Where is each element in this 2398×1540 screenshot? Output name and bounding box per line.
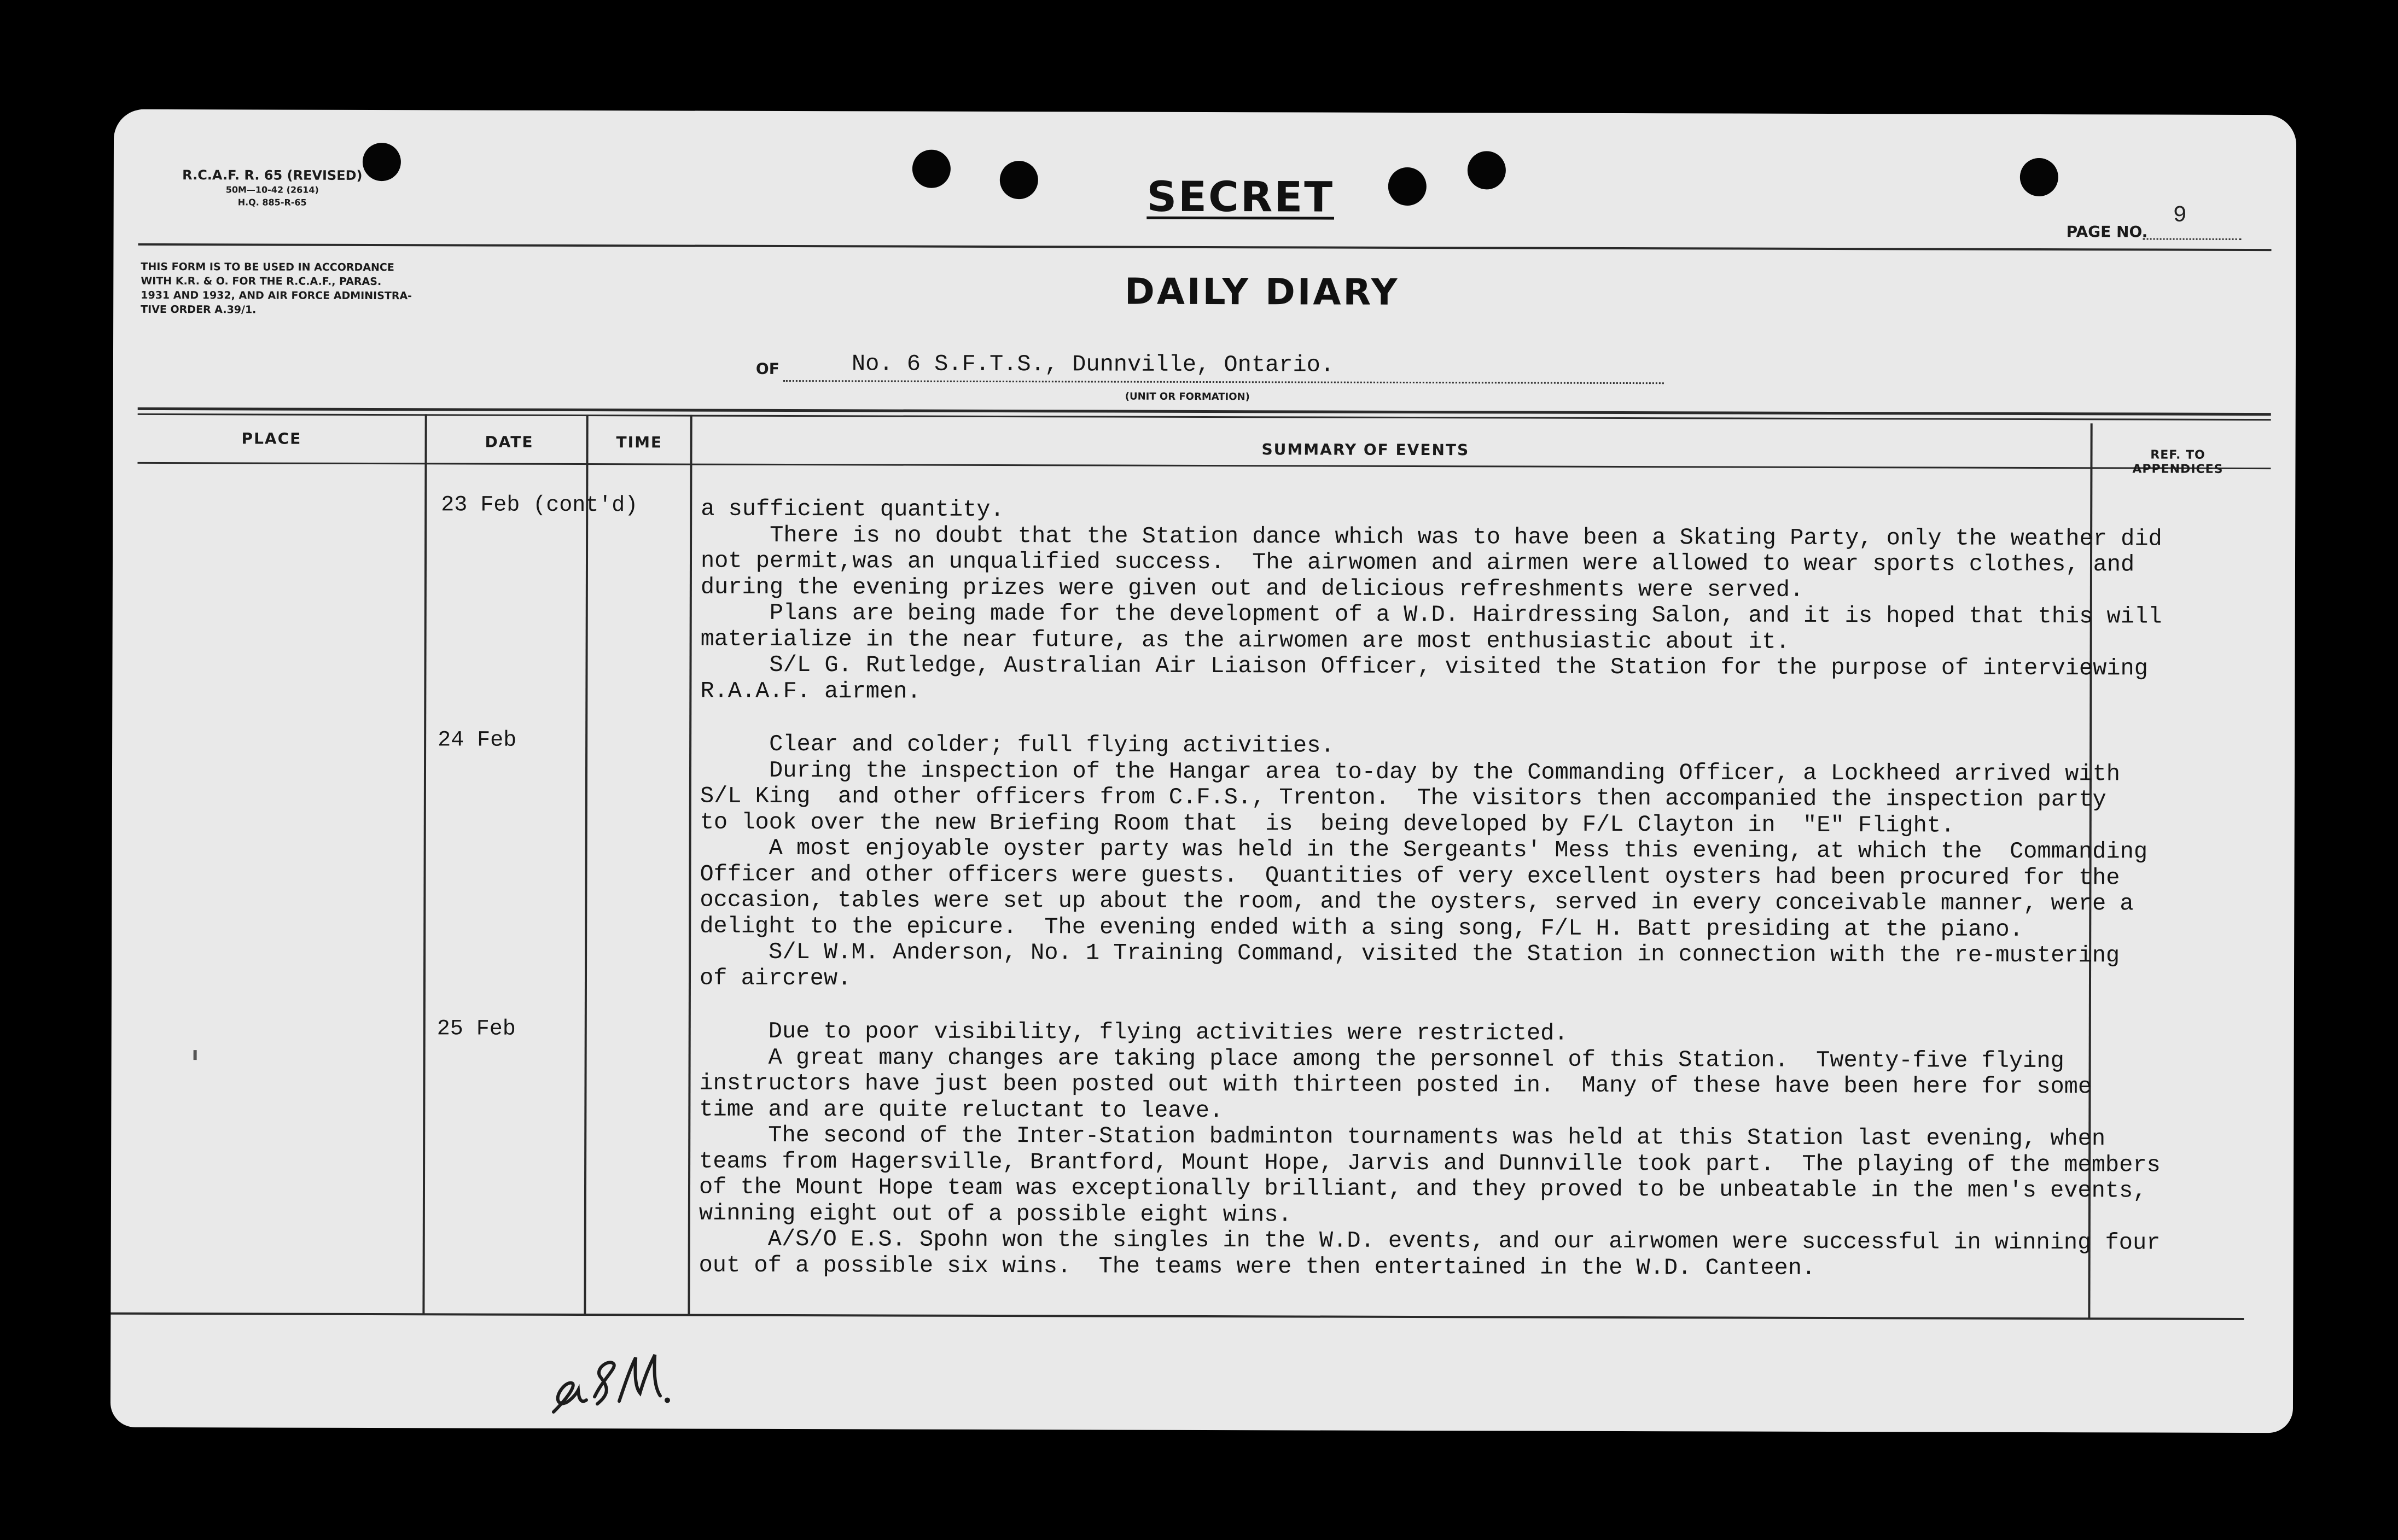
handwritten-signature bbox=[543, 1335, 685, 1424]
punch-hole bbox=[912, 150, 951, 188]
header-bottom-rule bbox=[137, 462, 2271, 469]
usage-note bbox=[141, 260, 412, 317]
diary-form-card bbox=[110, 109, 2296, 1433]
summary-line: A great many changes are taking place among the personnel of this Station. Twenty-five flying bbox=[699, 1044, 2064, 1074]
column-divider bbox=[688, 415, 692, 1315]
summary-line: Clear and colder; full flying activities. bbox=[700, 731, 1335, 759]
diary-entry bbox=[699, 1019, 2161, 1282]
page-number-underline bbox=[2143, 238, 2242, 240]
summary-line: a sufficient quantity. bbox=[701, 495, 1004, 523]
summary-line: A/S/O E.S. Spohn won the singles in the W.D. events, and our airwomen were successful in winning four bbox=[699, 1226, 2161, 1256]
form-id-line: R.C.A.F. R. 65 (REVISED) bbox=[182, 167, 363, 183]
speck bbox=[194, 1050, 197, 1060]
form-id-block bbox=[149, 167, 395, 209]
page-number-value: 9 bbox=[2173, 202, 2187, 229]
column-header-ref bbox=[2109, 448, 2246, 477]
entry-date: 25 Feb bbox=[436, 1017, 516, 1042]
header-rule bbox=[138, 243, 2272, 251]
summary-line: instructors have just been posted out with thirteen posted in. Many of these have been here for some bbox=[699, 1070, 2092, 1100]
ref-header-line: APPENDICES bbox=[2132, 462, 2224, 476]
summary-line: to look over the new Briefing Room that is being developed by F/L Clayton in "E" Flight. bbox=[700, 809, 1955, 839]
summary-line: S/L King and other officers from C.F.S., Trenton. The visitors then accompanied the inspection party bbox=[700, 783, 2106, 813]
page-number-label: PAGE NO. bbox=[2066, 223, 2148, 241]
summary-line: occasion, tables were set up about the room, and the oysters, served in every conceivable manner, were a bbox=[700, 886, 2134, 917]
summary-line: S/L G. Rutledge, Australian Air Liaison Officer, visited the Station for the purpose of interviewing bbox=[700, 651, 2148, 682]
summary-line: There is no doubt that the Station dance which was to have been a Skating Party, only the weather did bbox=[701, 522, 2162, 552]
summary-line: S/L W.M. Anderson, No. 1 Training Command, visited the Station in connection with the re-mustering bbox=[700, 938, 2120, 969]
table-bottom-rule bbox=[110, 1312, 2244, 1320]
summary-line: winning eight out of a possible eight wins. bbox=[699, 1200, 1292, 1228]
punch-hole bbox=[1468, 151, 1506, 189]
column-header-date: DATE bbox=[485, 433, 534, 451]
summary-line: A most enjoyable oyster party was held in the Sergeants' Mess this evening, at which the Commanding bbox=[700, 835, 2148, 865]
diary-title: DAILY DIARY bbox=[1124, 270, 1400, 313]
secret-heading: SECRET bbox=[1146, 172, 1335, 221]
summary-line: of aircrew. bbox=[699, 965, 852, 991]
unit-name: No. 6 S.F.T.S., Dunnville, Ontario. bbox=[851, 351, 1335, 378]
summary-line: delight to the epicure. The evening ended with a sing song, F/L H. Batt presiding at the piano. bbox=[700, 913, 2023, 943]
unit-underline bbox=[783, 380, 1664, 384]
usage-note-line: THIS FORM IS TO BE USED IN ACCORDANCE bbox=[141, 260, 394, 274]
summary-line: Officer and other officers were guests. Quantities of very excellent oysters had been procured for the bbox=[700, 861, 2120, 891]
summary-line: teams from Hagersville, Brantford, Mount Hope, Jarvis and Dunnville took part. The playing of the members bbox=[699, 1148, 2161, 1179]
column-divider bbox=[422, 414, 427, 1314]
diary-entry bbox=[700, 732, 2148, 995]
entry-date: 24 Feb bbox=[438, 728, 517, 753]
summary-line: not permit,was an unqualified success. The airwomen and airmen were allowed to wear sports clothes, and bbox=[700, 547, 2135, 578]
punch-hole bbox=[1000, 161, 1038, 199]
summary-line: Due to poor visibility, flying activities were restricted. bbox=[699, 1018, 1568, 1047]
unit-caption: (UNIT OR FORMATION) bbox=[1125, 390, 1250, 403]
ref-header-line: REF. TO bbox=[2150, 448, 2205, 462]
punch-hole bbox=[2020, 158, 2058, 196]
summary-line: materialize in the near future, as the airwomen are most enthusiastic about it. bbox=[700, 626, 1790, 655]
usage-note-line: TIVE ORDER A.39/1. bbox=[141, 303, 257, 316]
diary-entry bbox=[700, 497, 2162, 708]
form-id-line: 50M—10-42 (2614) bbox=[225, 184, 319, 195]
summary-line: of the Mount Hope team was exceptionally brilliant, and they proved to be unbeatable in the men's events, bbox=[699, 1174, 2147, 1204]
column-header-time: TIME bbox=[616, 433, 663, 452]
of-label: OF bbox=[755, 359, 779, 378]
usage-note-line: 1931 AND 1932, AND AIR FORCE ADMINISTRA- bbox=[141, 289, 412, 302]
summary-line: During the inspection of the Hangar area to-day by the Commanding Officer, a Lockheed arrived with bbox=[700, 757, 2121, 787]
summary-line: The second of the Inter-Station badminton tournaments was held at this Station last evening, when bbox=[699, 1122, 2106, 1152]
column-header-place: PLACE bbox=[241, 429, 302, 448]
form-id-line: H.Q. 885-R-65 bbox=[237, 197, 307, 208]
summary-line: during the evening prizes were given out and delicious refreshments were served. bbox=[700, 574, 1804, 603]
usage-note-line: WITH K.R. & O. FOR THE R.C.A.F., PARAS. bbox=[141, 275, 382, 288]
summary-line: out of a possible six wins. The teams were then entertained in the W.D. Canteen. bbox=[699, 1252, 1816, 1281]
punch-hole bbox=[1388, 167, 1427, 206]
entry-date: 23 Feb (cont'd) bbox=[441, 493, 638, 518]
summary-line: Plans are being made for the development of a W.D. Hairdressing Salon, and it is hoped that this will bbox=[700, 599, 2162, 630]
column-header-summary: SUMMARY OF EVENTS bbox=[1261, 440, 1470, 459]
summary-line: time and are quite reluctant to leave. bbox=[699, 1096, 1224, 1124]
column-divider bbox=[584, 415, 588, 1315]
summary-line: R.A.A.F. airmen. bbox=[700, 678, 921, 705]
